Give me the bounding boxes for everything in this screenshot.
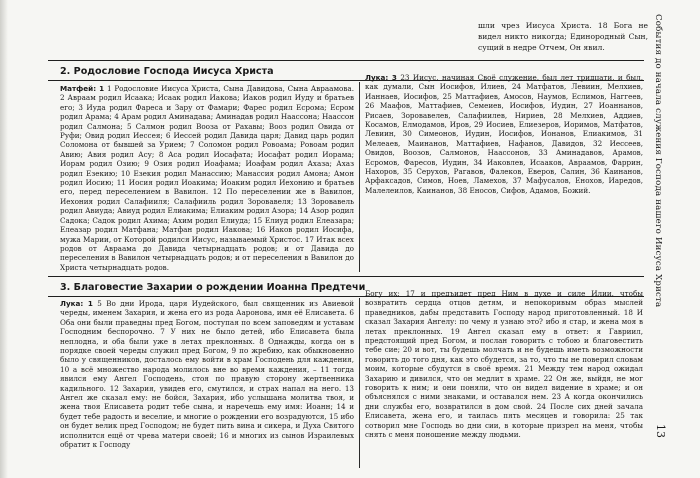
column-divider — [359, 82, 360, 272]
passage-text: 1 Родословие Иисуса Христа, Сына Давидова, Сына Авраамова. 2 Авраам родил Исаака; Исаак родил Иакова; Иаков родил Иуду и братьев его; 3 Иуда родил Фареса и Зару от Фамари; Фарес родил Есрома; Есром родил Арама; 4 Арам родил Аминадава; Аминадав родил Наассона; Наассон родил Салмона; 5 Салмон родил Вооза от Рахавы; Вооз родил Овида от Руфи; Овид родил Иессея; 6 Иессей родил Давида царя; Давид царь родил Соломона от бывшей за Урием; 7 Соломон родил Ровоама; Ровоам родил Авию; Авия родил Асу; 8 Аса родил Иосафата; Иосафат родил Иорама; Иорам родил Озию; 9 Озия родил Иоафама; Иоафам родил Ахаза; Ахаз родил Езекию; 10 Езекия родил Манассию; Манассия родил Амона; Амон родил Иосию; 11 Иосия родил Иоакима; Иоаким родил Иехонию и братьев его, перед переселением в Вавилон. 12 По переселении же в Вавилон, Иехония родил Салафииля; Салафииль родил Зоровавеля; 13 Зоровавель родил Авиуда; Авиуд родил Елиакима; Елиаким родил Азора; 14 Азор родил Садока; Садок родил Ахима; Ахим родил Елиуда; 15 Елиуд родил Елеазара; Елеазар родил Матфана; Матфан родил Иакова; 16 Иаков родил Иосифа, мужа Марии, от Которой родился Иисус, называемый Христос. 17 Итак всех родов от Авраама до Давида четырнадцать родов; и от Давида до переселения в Вавилон четырнадцать родов; и от переселения в Вавилон до Христа четырнадцать родов. — [60, 84, 354, 272]
spine-shadow — [0, 0, 8, 478]
annunciation-right: Богу их; 17 и предъидет пред Ним в духе и силе Илии, чтобы возвратить сердца отцов детям, и непокоривым образ мыслей праведников, дабы представить Господу народ приготовленный. 18 И сказал Захария Ангелу: по чему я узнаю это? ибо я стар, и жена моя в летах преклонных. 19 Ангел сказал ему в ответ: я Гавриил, предстоящий пред Богом, и послан говорить с тобою и благовестить тебе сие; 20 и вот, ты будешь молчать и не будешь иметь возможности говорить до того дня, как это сбудется, за то, что ты не поверил словам моим, которые сбудутся в своё время. 21 Между тем народ ожидал Захарию и дивился, что он медлит в храме. 22 Он же, выйдя, не мог говорить к ним; и они поняли, что он видел видение в храме; и он объяснялся с ними знаками, и оставался нем. 23 А когда окончились дни службы его, возвратился в дом свой. 24 После сих дней зачала Елисавета, жена его, и таилась пять месяцев и говорила: 25 так сотворил мне Господь во дни сии, в которые призрел на меня, чтобы снять с меня поношение между людьми. — [365, 289, 643, 440]
running-header — [650, 6, 672, 476]
column-divider — [359, 298, 360, 468]
section-heading: 2. Родословие Господа Иисуса Христа — [60, 66, 274, 77]
running-title: События до начала служения Господа нашего Иисуса Христа — [653, 14, 663, 308]
passage-text: 23 Иисус, начиная Своё служение, был лет тридцати, и был, как думали, Сын Иосифов, Илиев, 24 Матфатов, Левиин, Мелхиев, Ианнаев, Иосифов, 25 Маттафиев, Амосов, Наумов, Еслимов, Наггеев, 26 Маафов, Маттафиев, Семеиев, Иосифов, Иудин, 27 Иоаннанов, Рисаев, Зоровавелев, Салафиилев, Нириев, 28 Мелхиев, Аддиев, Косамов, Елмодамов, Иров, 29 Иосиев, Елиезеров, Иоримов, Матфатов, Левиин, 30 Симеонов, Иудин, Иосифов, Ионанов, Елиакимов, 31 Мелеаев, Маинанов, Маттафиев, Нафанов, Давидов, 32 Иессеев, Овидов, Воозов, Салмонов, Наассонов, 33 Аминадавов, Арамов, Есромов, Фаресов, Иудин, 34 Иаковлев, Исааков, Авраамов, Фаррин, Нахоров, 35 Серухов, Рагавов, Фалеков, Еверов, Салин, 36 Каинанов, Арфаксадов, Симов, Ноев, Ламехов, 37 Мафусалов, Енохов, Иаредов, Малелеилов, Каинанов, 38 Еносов, Сифов, Адамов, Божий. — [365, 73, 643, 195]
genealogy-matthew — [60, 84, 354, 272]
continuation-text: шли чрез Иисуса Христа. 18 Бога не видел никто никогда; Единородный Сын, сущий в недре Отчем, Он явил. — [478, 21, 648, 52]
section-heading: 3. Благовестие Захарии о рождении Иоанна Предтечи — [60, 282, 366, 293]
reference-label: Матфей: 1 — [60, 84, 105, 93]
section-rule — [48, 276, 644, 277]
passage-text: 5 Во дни Ирода, царя Иудейского, был священник из Авиевой череды, именем Захария, и жена его из рода Ааронова, имя её Елисавета. 6 Оба они были праведны пред Богом, поступая по всем заповедям и уставам Господним беспорочно. 7 У них не было детей, ибо Елисавета была неплодна, и оба были уже в летах преклонных. 8 Однажды, когда он в порядке своей череды служил пред Богом, 9 по жребию, как обыкновенно было у священников, досталось ему войти в храм Господень для каждения, 10 а всё множество народа молилось вне во время каждения, – 11 тогда явился ему Ангел Господень, стоя по правую сторону жертвенника кадильного. 12 Захария, увидев его, смутился, и страх напал на него. 13 Ангел же сказал ему: не бойся, Захария, ибо услышана молитва твоя, и жена твоя Елисавета родит тебе сына, и наречешь ему имя: Иоанн; 14 и будет тебе радость и веселие, и многие о рождении его возрадуются, 15 ибо он будет велик пред Господом; не будет пить вина и сикера, и Духа Святого исполнится ещё от чрева матери своей; 16 и многих из сынов Израилевых обратит к Господу — [60, 299, 354, 450]
reference-label: Лука: 3 — [365, 73, 397, 82]
page-number: 13 — [654, 424, 667, 438]
section-rule — [48, 60, 644, 61]
annunciation-left — [60, 299, 354, 450]
reference-label: Лука: 1 — [60, 299, 93, 308]
genealogy-luke — [365, 73, 643, 195]
